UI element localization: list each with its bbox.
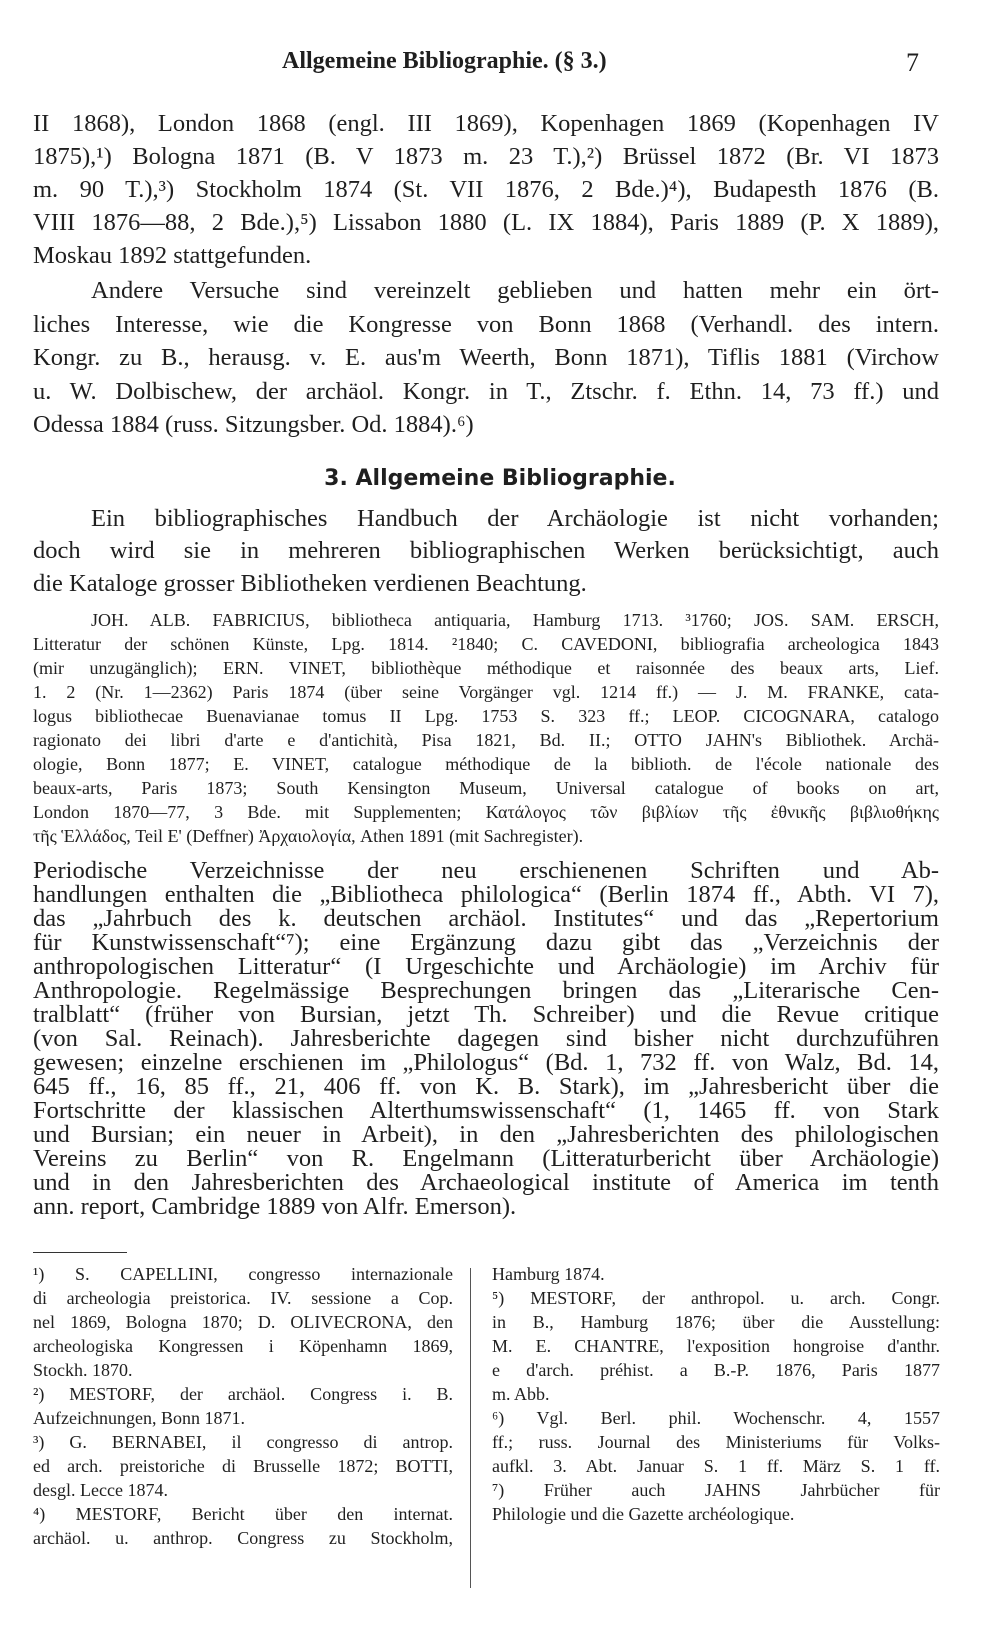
footnote-line: ff.; russ. Journal des Ministeriums für Volks-	[492, 1432, 940, 1452]
text-line: Kongr. zu B., herausg. v. E. aus'm Weerth, Bonn 1871), Tiflis 1881 (Virchow	[33, 344, 939, 371]
bibliography-line: Litteratur der schönen Künste, Lpg. 1814. ²1840; C. CAVEDONI, bibliografia archeologica 1843	[33, 634, 939, 654]
footnote-line: di archeologia preistorica. IV. sessione a Cop.	[33, 1288, 453, 1308]
footnote-line: ⁶) Vgl. Berl. phil. Wochenschr. 4, 1557	[492, 1408, 940, 1428]
text-line: und in den Jahresberichten des Archaeological institute of America im tenth	[33, 1169, 939, 1196]
text-line: Fortschritte der klassischen Alterthumswissenschaft“ (1, 1465 ff. von Stark	[33, 1097, 939, 1124]
text-line: (von Sal. Reinach). Jahresberichte dagegen sind bisher nicht durchzuführen	[33, 1025, 939, 1052]
bibliography-line: beaux-arts, Paris 1873; South Kensington Museum, Universal catalogue of books on art,	[33, 778, 939, 798]
footnote-line: ¹) S. CAPELLINI, congresso internazionale	[33, 1264, 453, 1284]
text-line: tralblatt“ (früher von Bursian, jetzt Th. Schreiber) und die Revue critique	[33, 1001, 939, 1028]
page-number: 7	[906, 48, 919, 77]
footnote-line: m. Abb.	[492, 1384, 550, 1404]
footnote-line: ²) MESTORF, der archäol. Congress i. B.	[33, 1384, 453, 1404]
footnote-line: Aufzeichnungen, Bonn 1871.	[33, 1408, 245, 1428]
footnote-column-divider	[470, 1268, 471, 1588]
text-line: 645 ff., 16, 85 ff., 21, 406 ff. von K. B. Stark), im „Jahresbericht über die	[33, 1073, 939, 1100]
text-line: und Bursian; ein neuer in Arbeit), in den „Jahresberichten des philologischen	[33, 1121, 939, 1148]
text-line: für Kunstwissenschaft“⁷); eine Ergänzung dazu gibt das „Verzeichnis der	[33, 929, 939, 956]
text-line: Vereins zu Berlin“ von R. Engelmann (Litteraturbericht über Archäologie)	[33, 1145, 939, 1172]
footnote-line: desgl. Lecce 1874.	[33, 1480, 168, 1500]
text-line: VIII 1876—88, 2 Bde.),⁵) Lissabon 1880 (L. IX 1884), Paris 1889 (P. X 1889),	[33, 209, 939, 236]
text-line: die Kataloge grosser Bibliotheken verdienen Beachtung.	[33, 570, 587, 597]
text-line: m. 90 T.),³) Stockholm 1874 (St. VII 1876, 2 Bde.)⁴), Budapesth 1876 (B.	[33, 176, 939, 203]
footnote-line: Philologie und die Gazette archéologique.	[492, 1504, 795, 1524]
text-line: doch wird sie in mehreren bibliographischen Werken berücksichtigt, auch	[33, 537, 939, 564]
footnote-line: ⁵) MESTORF, der anthropol. u. arch. Congr.	[492, 1288, 940, 1308]
footnote-line: M. E. CHANTRE, l'exposition hongroise d'anthr.	[492, 1336, 940, 1356]
text-line: Andere Versuche sind vereinzelt geblieben und hatten mehr ein ört-	[91, 277, 939, 304]
footnote-line: ⁷) Früher auch JAHNS Jahrbücher für	[492, 1480, 940, 1500]
footnote-line: nel 1869, Bologna 1870; D. OLIVECRONA, den	[33, 1312, 453, 1332]
text-line: Ein bibliographisches Handbuch der Archäologie ist nicht vorhanden;	[91, 505, 939, 532]
text-line: das „Jahrbuch des k. deutschen archäol. Institutes“ und das „Repertorium	[33, 905, 939, 932]
running-title: Allgemeine Bibliographie. (§ 3.)	[282, 48, 607, 74]
footnote-line: ⁴) MESTORF, Bericht über den internat.	[33, 1504, 453, 1524]
text-line: gewesen; einzelne erschienen im „Philologus“ (Bd. 1, 732 ff. von Walz, Bd. 14,	[33, 1049, 939, 1076]
text-line: ann. report, Cambridge 1889 von Alfr. Emerson).	[33, 1193, 517, 1220]
text-line: liches Interesse, wie die Kongresse von Bonn 1868 (Verhandl. des intern.	[33, 311, 939, 338]
footnote-line: ³) G. BERNABEI, il congresso di antrop.	[33, 1432, 453, 1452]
bibliography-line: London 1870—77, 3 Bde. mit Supplementen; Κατάλογος τῶν βιβλίων τῆς ἐθνικῆς βιβλιοθήκης	[33, 802, 939, 822]
section-heading: 3. Allgemeine Bibliographie.	[324, 466, 676, 491]
footnote-line: archäol. u. anthrop. Congress zu Stockholm,	[33, 1528, 453, 1548]
footnote-line: Stockh. 1870.	[33, 1360, 133, 1380]
text-line: handlungen enthalten die „Bibliotheca philologica“ (Berlin 1874 ff., Abth. VI 7),	[33, 881, 939, 908]
bibliography-line: 1. 2 (Nr. 1—2362) Paris 1874 (über seine Vorgänger vgl. 1214 ff.) — J. M. FRANKE, cata-	[33, 682, 939, 702]
text-line: Anthropologie. Regelmässige Besprechungen bringen das „Literarische Cen-	[33, 977, 939, 1004]
text-line: Odessa 1884 (russ. Sitzungsber. Od. 1884).⁶)	[33, 411, 474, 438]
text-line: 1875),¹) Bologna 1871 (B. V 1873 m. 23 T.),²) Brüssel 1872 (Br. VI 1873	[33, 143, 939, 170]
footnote-line: archeologiska Kongressen i Köpenhamn 1869,	[33, 1336, 453, 1356]
footnote-line: ed arch. preistoriche di Brusselle 1872; BOTTI,	[33, 1456, 453, 1476]
text-line: u. W. Dolbischew, der archäol. Kongr. in T., Ztschr. f. Ethn. 14, 73 ff.) und	[33, 378, 939, 405]
footnote-line: Hamburg 1874.	[492, 1264, 605, 1284]
footnote-line: aufkl. 3. Abt. Januar S. 1 ff. März S. 1 ff.	[492, 1456, 940, 1476]
text-line: II 1868), London 1868 (engl. III 1869), Kopenhagen 1869 (Kopenhagen IV	[33, 110, 939, 137]
bibliography-line: (mir unzugänglich); ERN. VINET, bibliothèque méthodique et raisonnée des beaux arts, Lief.	[33, 658, 939, 678]
footnote-line: in B., Hamburg 1876; über die Ausstellung:	[492, 1312, 940, 1332]
text-line: anthropologischen Litteratur“ (I Urgeschichte und Archäologie) im Archiv für	[33, 953, 939, 980]
bibliography-line: ragionato dei libri d'arte e d'antichità, Pisa 1821, Bd. II.; OTTO JAHN's Bibliothek. Archä-	[33, 730, 939, 750]
bibliography-line: logus bibliothecae Buenavianae tomus II Lpg. 1753 S. 323 ff.; LEOP. CICOGNARA, catalogo	[33, 706, 939, 726]
text-line: Periodische Verzeichnisse der neu erschienenen Schriften und Ab-	[33, 857, 939, 884]
bibliography-line: ologie, Bonn 1877; E. VINET, catalogue méthodique de la biblioth. de l'école nationale des	[33, 754, 939, 774]
footnote-rule	[33, 1252, 127, 1253]
text-line: Moskau 1892 stattgefunden.	[33, 242, 312, 269]
bibliography-line: JOH. ALB. FABRICIUS, bibliotheca antiquaria, Hamburg 1713. ³1760; JOS. SAM. ERSCH,	[91, 610, 939, 630]
footnote-line: e d'arch. préhist. a B.-P. 1876, Paris 1877	[492, 1360, 940, 1380]
bibliography-line: τῆς Ἑλλάδος, Teil Ε' (Deffner) Ἀρχαιολογία, Athen 1891 (mit Sachregister).	[33, 826, 584, 846]
